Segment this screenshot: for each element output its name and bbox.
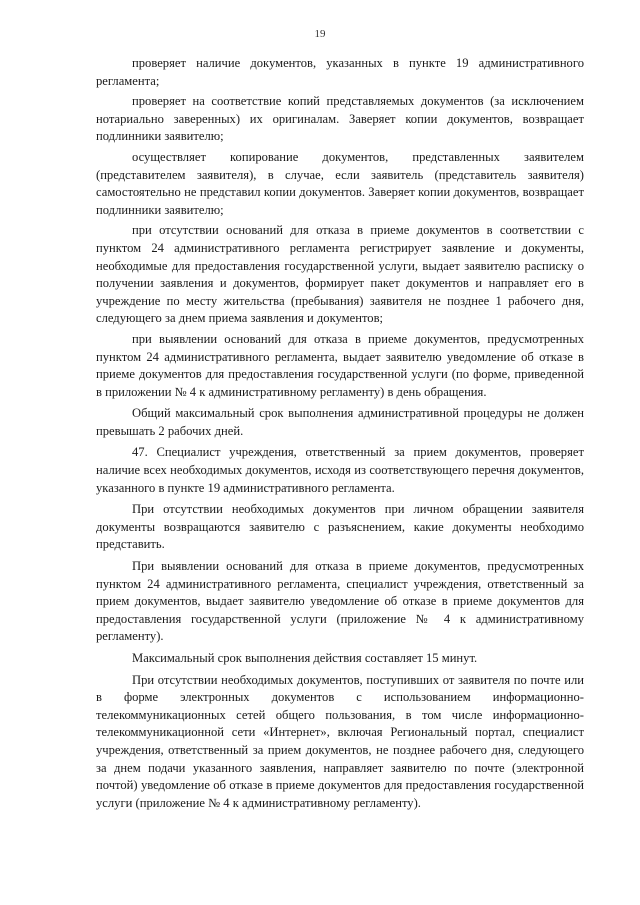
- paragraph: при отсутствии оснований для отказа в приеме документов в соответствии с пунктом 24 административного регламента регистрирует заявление и документы, необходимые для предоставления государственной услуги, выдает заявителю расписку о получении заявления и документов, формирует пакет документов и направляет его в учреждение по месту жительства (пребывания) заявителя не позднее 1 рабочего дня, следующего за днем приема заявления и документов;: [96, 223, 584, 326]
- paragraph: 47. Специалист учреждения, ответственный за прием документов, проверяет наличие всех необходимых документов, исходя из соответствующего перечня документов, указанного в пункте 19 административного регламента.: [96, 445, 584, 495]
- paragraph: При выявлении оснований для отказа в приеме документов, предусмотренных пунктом 24 административного регламента, специалист учреждения, ответственный за прием документов, выдает заявителю уведомление об отказе в приеме документов для предоставления государственной услуги (приложение № 4 к административному регламенту).: [96, 559, 584, 644]
- paragraph: проверяет наличие документов, указанных в пункте 19 административного регламента;: [96, 56, 584, 88]
- page-number: 19: [314, 28, 326, 40]
- paragraph: Общий максимальный срок выполнения административной процедуры не должен превышать 2 рабочих дней.: [96, 406, 584, 438]
- paragraph: При отсутствии необходимых документов, поступивших от заявителя по почте или в форме электронных документов с использованием информационно-телекоммуникационных сетей общего пользования, в том числе информационно-телекоммуникационной сети «Интернет», включая Региональный портал, специалист учреждения, ответственный за прием документов, не позднее рабочего дня, следующего за днем подачи указанного заявления, направляет заявителю по почте (электронной почтой) уведомление об отказе в приеме документов для предоставления государственной услуги (приложение № 4 к административному регламенту).: [96, 672, 584, 810]
- paragraph: осуществляет копирование документов, представленных заявителем (представителем заявителя), в случае, если заявитель (представитель заявителя) самостоятельно не представил копии документов. Заверяет копии документов, возвращает подлинники заявителю;: [96, 149, 584, 217]
- paragraph: при выявлении оснований для отказа в приеме документов, предусмотренных пунктом 24 административного регламента, выдает заявителю уведомление об отказе в приеме документов для предоставления государственной услуги (по форме, приведенной в приложении № 4 к административному регламенту) в день обращения.: [96, 331, 584, 399]
- paragraph: Максимальный срок выполнения действия составляет 15 минут.: [132, 651, 478, 665]
- document-body: [96, 55, 584, 812]
- paragraph: проверяет на соответствие копий представляемых документов (за исключением нотариально заверенных) их оригиналам. Заверяет копии документов, возвращает подлинники заявителю;: [96, 94, 584, 144]
- paragraph: При отсутствии необходимых документов при личном обращении заявителя документы возвращаются заявителю с разъяснением, какие документы необходимо представить.: [96, 502, 584, 552]
